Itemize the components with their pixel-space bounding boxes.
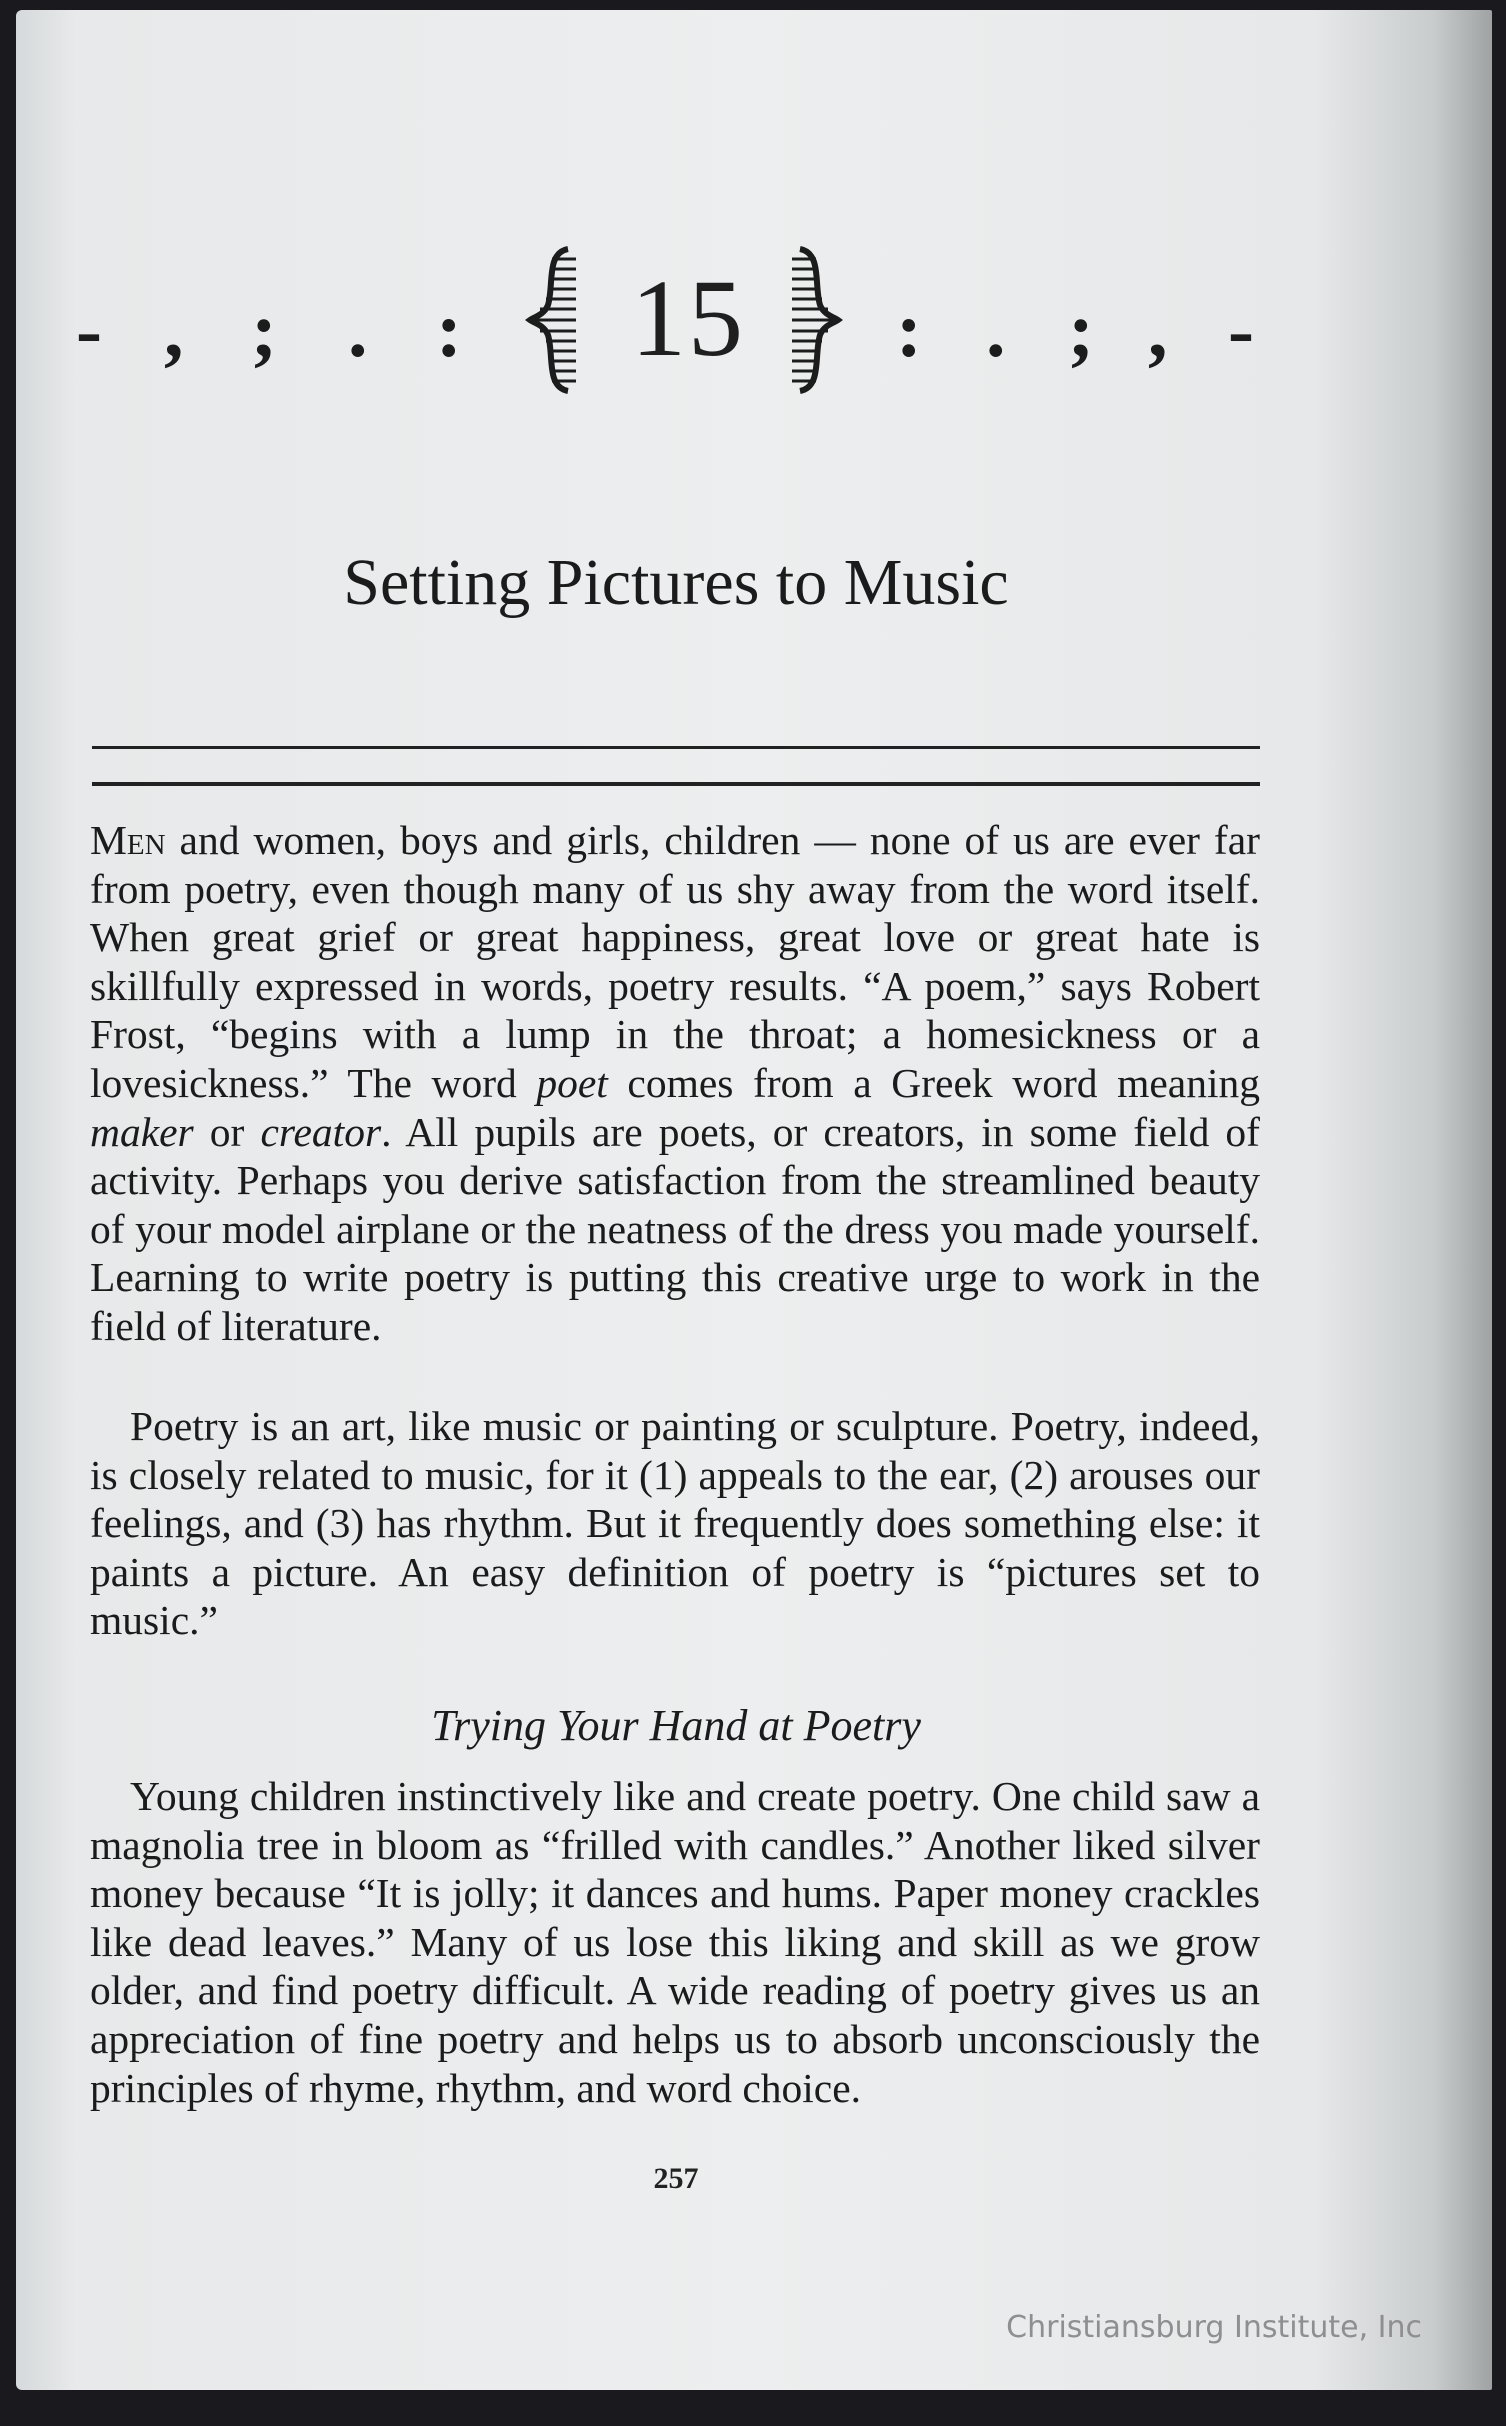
ornament-comma-right: ,: [1148, 286, 1168, 373]
ornament-dash-right: -: [1228, 286, 1254, 373]
paragraph-poetry-art: Poetry is an art, like music or painting or sculpture. Poetry, indeed, is closely related to music, for it (1) appeals to the ear, (2) arouses our feelings, and (3) has rhythm. But it frequently does something else: it paints a picture. An easy definition of poetry is “pictures set to music.”: [90, 1403, 1260, 1644]
book-page: [16, 10, 1492, 2390]
word-poet: poet: [536, 1059, 608, 1106]
chapter-ornament: [76, 225, 1266, 415]
paragraph-intro-end: . All pupils are poets, or creators, in some field of activity. Perhaps you derive satisfaction from the streamlined beauty of your model airplane or the neatness of the dress you made yourself. Learning to write poetry is putting this creative urge to work in the field of literature.: [90, 1108, 1260, 1349]
lead-word: Men: [90, 817, 166, 863]
chapter-number: 15: [631, 257, 745, 379]
paragraph-children: Young children instinctively like and create poetry. One child saw a magnolia tree in bloom as “frilled with candles.” Another liked silver money because “It is jolly; it dances and hums. Paper money crackles like dead leaves.” Many of us lose this liking and skill as we grow older, and find poetry difficult. A wide reading of poetry gives us an appreciation of fine poetry and helps us to absorb unconsciously the principles of rhyme, rhythm, and word choice.: [90, 1773, 1260, 2111]
paragraph-intro-or: or: [193, 1108, 261, 1155]
ornament-semicolon-right: ;: [1068, 286, 1094, 373]
ornament-semicolon-left: ;: [251, 286, 277, 373]
title-rule-top: [92, 746, 1260, 749]
word-creator: creator: [260, 1108, 382, 1155]
watermark: Christiansburg Institute, Inc: [1006, 2310, 1422, 2345]
ornament-period-left: .: [348, 286, 368, 373]
title-rule-bottom: [92, 782, 1260, 786]
chapter-title: Setting Pictures to Music: [343, 546, 1009, 619]
right-brace-icon: [788, 245, 844, 395]
ornament-period-right: .: [986, 286, 1006, 373]
paragraph-intro: [90, 816, 1260, 1351]
ornament-colon-right: :: [896, 286, 922, 373]
word-maker: maker: [90, 1108, 194, 1155]
left-brace-icon: [524, 245, 580, 395]
ornament-comma-left: ,: [164, 286, 184, 373]
paragraph-intro-mid: comes from a Greek word meaning: [607, 1059, 1260, 1106]
page-number: 257: [653, 2162, 699, 2195]
ornament-dash-left: -: [76, 286, 102, 373]
ornament-colon-left: :: [436, 286, 462, 373]
paragraph-intro-text: and women, boys and girls, children — none of us are ever far from poetry, even though many of us shy away from the word itself. When great grief or great happiness, great love or great hate is skillfully expressed in words, poetry results. “A poem,” says Robert Frost, “begins with a lump in the throat; a homesickness or a lovesickness.” The word: [90, 817, 1260, 1106]
section-heading: Trying Your Hand at Poetry: [431, 1701, 921, 1750]
